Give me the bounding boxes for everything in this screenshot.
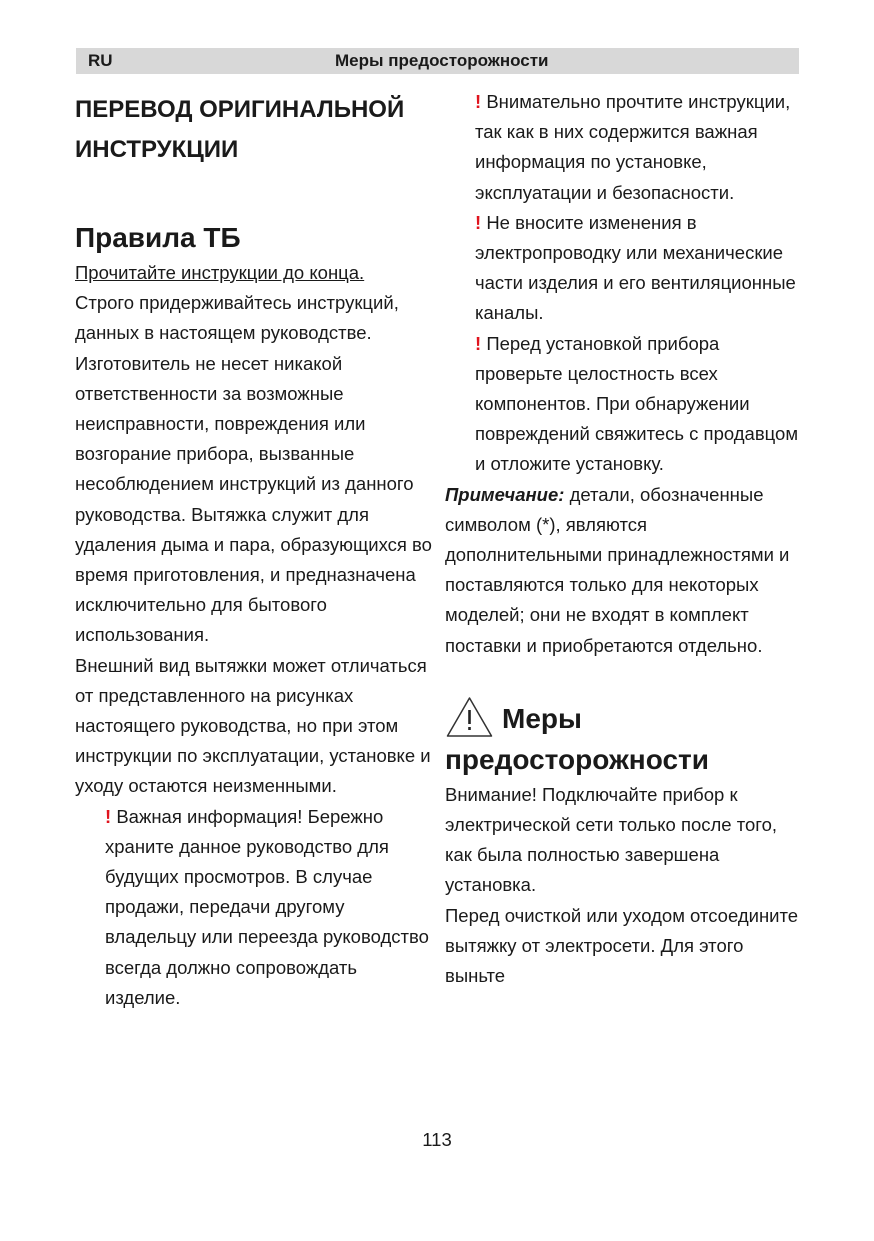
header-language: RU	[88, 51, 113, 70]
right-column	[445, 87, 805, 991]
exclamation-icon: !	[475, 332, 482, 354]
warning-triangle-icon	[446, 696, 493, 738]
intro-paragraph: Строго придерживайтесь инструкций, данных в настоящем руководстве. Изготовитель не несет никакой ответственности за возможные неисправности, повреждения или возгорание прибора, вызванные несоблюдением инструкций из данного руководства. Вытяжка служит для удаления дыма и пара, образующихся во время приготовления, и предназначена исключительно для бытового использования.	[75, 292, 432, 646]
note-text: детали, обозначенные символом (*), являются дополнительными принадлежностями и поставляются только для некоторых моделей; они не входят в комплект поставки и приобретаются отдельно.	[445, 483, 790, 656]
page-number: 113	[422, 1129, 452, 1150]
precautions-heading-row	[445, 695, 805, 740]
warning-text: Важная информация! Бережно храните данное руководство для будущих просмотров. В случае продажи, передачи другому владельцу или переезда руководство всегда должно сопровождать изделие.	[105, 805, 429, 1008]
connect-warning-paragraph: Внимание! Подключайте прибор к электрической сети только после того, как была полностью завершена установка.	[445, 783, 778, 896]
warning-text: Внимательно прочтите инструкции, так как в них содержится важная информация по установке, эксплуатации и безопасности.	[475, 91, 791, 203]
left-column	[75, 90, 435, 1013]
warning-important-info	[75, 802, 435, 1013]
warning-no-modifications	[445, 208, 805, 329]
warning-text: Перед установкой прибора проверьте целостность всех компонентов. При обнаружении повреждений свяжитесь с продавцом и отложите установку.	[475, 332, 799, 475]
appearance-paragraph: Внешний вид вытяжки может отличаться от представленного на рисунках настоящего руководства, но при этом инструкции по эксплуатации, установке и уходу остаются неизменными.	[75, 654, 431, 797]
header-section-title: Меры предосторожности	[335, 51, 549, 70]
warning-text: Не вносите изменения в электропроводку или механические части изделия и его вентиляционные каналы.	[475, 211, 796, 324]
precautions-heading-line2: предосторожности	[445, 743, 709, 775]
exclamation-icon: !	[475, 211, 482, 233]
translation-heading: ПЕРЕВОД ОРИГИНАЛЬНОЙ ИНСТРУКЦИИ	[75, 96, 405, 163]
precautions-heading-line1: Меры	[502, 702, 582, 734]
read-instructions-note: Прочитайте инструкции до конца.	[75, 262, 365, 283]
warning-check-components	[445, 329, 805, 480]
exclamation-icon: !	[475, 91, 482, 112]
note-label: Примечание:	[445, 483, 565, 505]
safety-rules-heading: Правила ТБ	[75, 222, 241, 253]
exclamation-icon: !	[105, 805, 112, 827]
page-header	[76, 48, 799, 74]
warning-read-carefully	[445, 87, 805, 208]
disconnect-paragraph: Перед очисткой или уходом отсоедините вытяжку от электросети. Для этого выньте	[445, 904, 799, 987]
note-paragraph	[445, 480, 805, 661]
